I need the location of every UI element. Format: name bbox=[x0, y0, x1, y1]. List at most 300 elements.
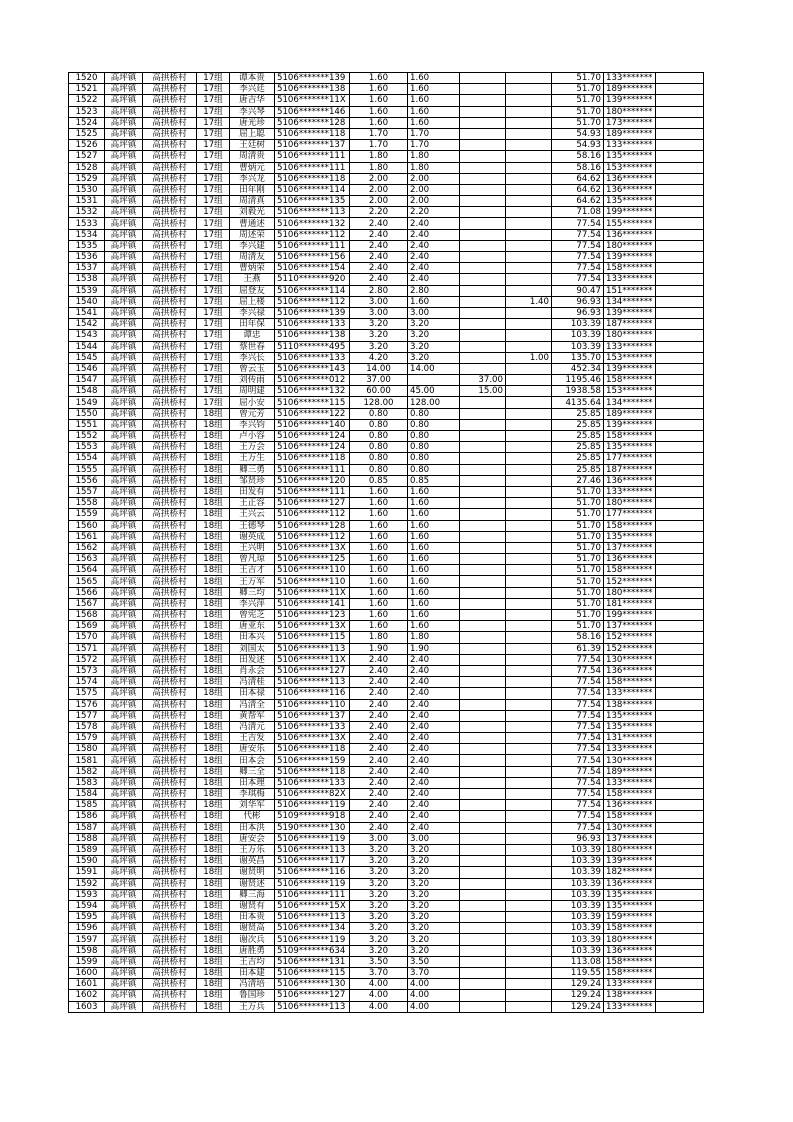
cell-area-a: 3.20 bbox=[408, 889, 460, 900]
cell-area-a: 1.60 bbox=[408, 95, 460, 106]
cell-name: 卿三均 bbox=[230, 587, 275, 598]
cell-village: 高拱桥村 bbox=[143, 475, 197, 486]
cell-name: 王万兵 bbox=[230, 1001, 275, 1012]
cell-amount: 103.39 bbox=[552, 934, 604, 945]
cell-area-c bbox=[506, 330, 552, 341]
cell-area-b bbox=[460, 408, 506, 419]
cell-town: 高坪镇 bbox=[105, 252, 143, 263]
cell-area-a: 2.40 bbox=[408, 755, 460, 766]
cell-village: 高拱桥村 bbox=[143, 945, 197, 956]
cell-town: 高坪镇 bbox=[105, 274, 143, 285]
cell-blank bbox=[656, 844, 704, 855]
cell-phone: 133******* bbox=[604, 744, 656, 755]
table-row bbox=[69, 162, 704, 173]
cell-id-number: 5106*******118 bbox=[275, 744, 350, 755]
cell-name: 田本会 bbox=[230, 755, 275, 766]
cell-group: 18组 bbox=[197, 1001, 230, 1012]
cell-area-total: 2.40 bbox=[350, 744, 408, 755]
cell-blank bbox=[656, 1001, 704, 1012]
cell-area-c bbox=[506, 598, 552, 609]
cell-area-a: 3.20 bbox=[408, 923, 460, 934]
cell-area-c bbox=[506, 173, 552, 184]
table-row bbox=[69, 598, 704, 609]
cell-id-number: 5106*******82X bbox=[275, 789, 350, 800]
table-row bbox=[69, 218, 704, 229]
cell-town: 高坪镇 bbox=[105, 610, 143, 621]
cell-amount: 71.08 bbox=[552, 207, 604, 218]
table-row bbox=[69, 755, 704, 766]
cell-area-b bbox=[460, 576, 506, 587]
cell-area-c bbox=[506, 856, 552, 867]
cell-blank bbox=[656, 352, 704, 363]
cell-town: 高坪镇 bbox=[105, 777, 143, 788]
cell-row-number: 1541 bbox=[69, 307, 105, 318]
cell-id-number: 5106*******113 bbox=[275, 912, 350, 923]
cell-village: 高拱桥村 bbox=[143, 296, 197, 307]
cell-phone: 158******* bbox=[604, 263, 656, 274]
table-row bbox=[69, 733, 704, 744]
cell-area-c bbox=[506, 363, 552, 374]
cell-amount: 51.70 bbox=[552, 73, 604, 84]
table-row bbox=[69, 498, 704, 509]
cell-amount: 103.39 bbox=[552, 330, 604, 341]
cell-blank bbox=[656, 408, 704, 419]
cell-village: 高拱桥村 bbox=[143, 84, 197, 95]
cell-row-number: 1553 bbox=[69, 442, 105, 453]
cell-group: 18组 bbox=[197, 956, 230, 967]
cell-group: 18组 bbox=[197, 710, 230, 721]
cell-name: 蔡世春 bbox=[230, 341, 275, 352]
cell-blank bbox=[656, 531, 704, 542]
cell-amount: 103.39 bbox=[552, 867, 604, 878]
cell-id-number: 5106*******119 bbox=[275, 934, 350, 945]
cell-group: 18组 bbox=[197, 453, 230, 464]
cell-village: 高拱桥村 bbox=[143, 263, 197, 274]
cell-amount: 77.54 bbox=[552, 274, 604, 285]
cell-row-number: 1600 bbox=[69, 968, 105, 979]
cell-village: 高拱桥村 bbox=[143, 744, 197, 755]
cell-area-total: 128.00 bbox=[350, 397, 408, 408]
cell-name: 曾云玉 bbox=[230, 363, 275, 374]
cell-area-a: 1.60 bbox=[408, 565, 460, 576]
cell-name: 谢英昌 bbox=[230, 856, 275, 867]
cell-amount: 51.70 bbox=[552, 576, 604, 587]
cell-area-total: 3.00 bbox=[350, 833, 408, 844]
cell-group: 18组 bbox=[197, 498, 230, 509]
cell-name: 卿三勇 bbox=[230, 464, 275, 475]
cell-town: 高坪镇 bbox=[105, 542, 143, 553]
cell-area-a: 2.40 bbox=[408, 699, 460, 710]
cell-village: 高拱桥村 bbox=[143, 73, 197, 84]
cell-area-a: 1.60 bbox=[408, 621, 460, 632]
cell-name: 李兴禄 bbox=[230, 307, 275, 318]
table-row bbox=[69, 822, 704, 833]
cell-area-c bbox=[506, 162, 552, 173]
cell-area-b bbox=[460, 688, 506, 699]
table-row bbox=[69, 453, 704, 464]
cell-area-b bbox=[460, 486, 506, 497]
cell-name: 卿三海 bbox=[230, 889, 275, 900]
table-row bbox=[69, 632, 704, 643]
cell-area-a: 0.85 bbox=[408, 475, 460, 486]
cell-area-c bbox=[506, 263, 552, 274]
cell-name: 刘华军 bbox=[230, 800, 275, 811]
cell-row-number: 1534 bbox=[69, 229, 105, 240]
cell-phone: 180******* bbox=[604, 844, 656, 855]
cell-id-number: 5106*******115 bbox=[275, 397, 350, 408]
cell-id-number: 5106*******127 bbox=[275, 990, 350, 1001]
cell-area-b bbox=[460, 721, 506, 732]
cell-area-b bbox=[460, 610, 506, 621]
cell-name: 谭忠 bbox=[230, 330, 275, 341]
cell-name: 刘毅光 bbox=[230, 207, 275, 218]
cell-row-number: 1529 bbox=[69, 173, 105, 184]
cell-area-c bbox=[506, 576, 552, 587]
cell-area-a: 2.00 bbox=[408, 184, 460, 195]
cell-area-total: 2.40 bbox=[350, 811, 408, 822]
cell-area-total: 3.20 bbox=[350, 330, 408, 341]
cell-name: 曾宪芝 bbox=[230, 610, 275, 621]
cell-group: 17组 bbox=[197, 285, 230, 296]
cell-area-c bbox=[506, 945, 552, 956]
cell-town: 高坪镇 bbox=[105, 632, 143, 643]
cell-id-number: 5106*******128 bbox=[275, 520, 350, 531]
cell-group: 18组 bbox=[197, 554, 230, 565]
table-row bbox=[69, 274, 704, 285]
table-row bbox=[69, 576, 704, 587]
cell-area-a: 2.00 bbox=[408, 173, 460, 184]
cell-row-number: 1599 bbox=[69, 956, 105, 967]
table-row bbox=[69, 900, 704, 911]
cell-area-c bbox=[506, 464, 552, 475]
cell-area-a: 0.80 bbox=[408, 453, 460, 464]
cell-row-number: 1567 bbox=[69, 598, 105, 609]
cell-village: 高拱桥村 bbox=[143, 341, 197, 352]
cell-area-a: 2.20 bbox=[408, 207, 460, 218]
cell-id-number: 5106*******137 bbox=[275, 140, 350, 151]
cell-blank bbox=[656, 811, 704, 822]
cell-area-total: 3.20 bbox=[350, 844, 408, 855]
table-row bbox=[69, 610, 704, 621]
cell-amount: 77.54 bbox=[552, 654, 604, 665]
cell-id-number: 5106*******112 bbox=[275, 296, 350, 307]
cell-area-total: 2.00 bbox=[350, 184, 408, 195]
cell-town: 高坪镇 bbox=[105, 475, 143, 486]
cell-village: 高拱桥村 bbox=[143, 397, 197, 408]
cell-name: 唐亚东 bbox=[230, 621, 275, 632]
cell-name: 屈上楼 bbox=[230, 296, 275, 307]
cell-id-number: 5106*******119 bbox=[275, 833, 350, 844]
cell-area-b bbox=[460, 531, 506, 542]
cell-village: 高拱桥村 bbox=[143, 240, 197, 251]
cell-amount: 77.54 bbox=[552, 721, 604, 732]
cell-town: 高坪镇 bbox=[105, 173, 143, 184]
cell-name: 王德琴 bbox=[230, 520, 275, 531]
cell-area-a: 2.40 bbox=[408, 744, 460, 755]
cell-phone: 136******* bbox=[604, 800, 656, 811]
cell-town: 高坪镇 bbox=[105, 95, 143, 106]
cell-area-a: 0.80 bbox=[408, 442, 460, 453]
cell-village: 高拱桥村 bbox=[143, 610, 197, 621]
cell-row-number: 1538 bbox=[69, 274, 105, 285]
cell-area-total: 1.80 bbox=[350, 162, 408, 173]
cell-village: 高拱桥村 bbox=[143, 184, 197, 195]
cell-area-b bbox=[460, 654, 506, 665]
cell-amount: 77.54 bbox=[552, 766, 604, 777]
cell-amount: 25.85 bbox=[552, 408, 604, 419]
cell-area-b bbox=[460, 554, 506, 565]
cell-row-number: 1539 bbox=[69, 285, 105, 296]
cell-area-c bbox=[506, 196, 552, 207]
cell-area-a: 3.20 bbox=[408, 330, 460, 341]
table-row bbox=[69, 923, 704, 934]
cell-row-number: 1535 bbox=[69, 240, 105, 251]
cell-id-number: 5106*******159 bbox=[275, 755, 350, 766]
cell-group: 17组 bbox=[197, 341, 230, 352]
cell-village: 高拱桥村 bbox=[143, 363, 197, 374]
table-row bbox=[69, 173, 704, 184]
cell-phone: 135******* bbox=[604, 442, 656, 453]
cell-area-total: 3.20 bbox=[350, 341, 408, 352]
cell-amount: 77.54 bbox=[552, 218, 604, 229]
cell-amount: 77.54 bbox=[552, 744, 604, 755]
cell-blank bbox=[656, 912, 704, 923]
cell-area-a: 4.00 bbox=[408, 990, 460, 1001]
cell-name: 卿三全 bbox=[230, 766, 275, 777]
cell-town: 高坪镇 bbox=[105, 162, 143, 173]
cell-amount: 51.70 bbox=[552, 106, 604, 117]
cell-area-c bbox=[506, 956, 552, 967]
cell-village: 高拱桥村 bbox=[143, 509, 197, 520]
cell-amount: 64.62 bbox=[552, 196, 604, 207]
cell-row-number: 1569 bbox=[69, 621, 105, 632]
table-row bbox=[69, 196, 704, 207]
cell-id-number: 5106*******111 bbox=[275, 162, 350, 173]
cell-amount: 77.54 bbox=[552, 263, 604, 274]
cell-group: 17组 bbox=[197, 263, 230, 274]
cell-phone: 135******* bbox=[604, 721, 656, 732]
cell-village: 高拱桥村 bbox=[143, 800, 197, 811]
cell-group: 18组 bbox=[197, 509, 230, 520]
cell-id-number: 5106*******146 bbox=[275, 106, 350, 117]
cell-row-number: 1547 bbox=[69, 375, 105, 386]
cell-town: 高坪镇 bbox=[105, 319, 143, 330]
cell-row-number: 1530 bbox=[69, 184, 105, 195]
cell-amount: 77.54 bbox=[552, 252, 604, 263]
cell-area-c bbox=[506, 1001, 552, 1012]
cell-area-total: 3.20 bbox=[350, 878, 408, 889]
cell-id-number: 5106*******132 bbox=[275, 386, 350, 397]
cell-area-total: 2.40 bbox=[350, 688, 408, 699]
cell-name: 冯清全 bbox=[230, 699, 275, 710]
cell-area-total: 0.80 bbox=[350, 431, 408, 442]
cell-village: 高拱桥村 bbox=[143, 844, 197, 855]
cell-area-b bbox=[460, 632, 506, 643]
cell-amount: 103.39 bbox=[552, 889, 604, 900]
cell-blank bbox=[656, 856, 704, 867]
cell-area-a: 1.60 bbox=[408, 587, 460, 598]
cell-group: 18组 bbox=[197, 643, 230, 654]
cell-amount: 103.39 bbox=[552, 856, 604, 867]
cell-id-number: 5190*******130 bbox=[275, 822, 350, 833]
cell-area-total: 0.80 bbox=[350, 464, 408, 475]
cell-area-c bbox=[506, 979, 552, 990]
cell-group: 17组 bbox=[197, 330, 230, 341]
cell-area-total: 2.40 bbox=[350, 755, 408, 766]
cell-phone: 136******* bbox=[604, 554, 656, 565]
cell-village: 高拱桥村 bbox=[143, 218, 197, 229]
table-row bbox=[69, 106, 704, 117]
cell-area-b bbox=[460, 419, 506, 430]
cell-id-number: 5106*******138 bbox=[275, 330, 350, 341]
cell-area-b bbox=[460, 95, 506, 106]
cell-amount: 51.70 bbox=[552, 598, 604, 609]
cell-area-c bbox=[506, 710, 552, 721]
cell-name: 李兴长 bbox=[230, 352, 275, 363]
cell-group: 17组 bbox=[197, 240, 230, 251]
cell-blank bbox=[656, 307, 704, 318]
cell-town: 高坪镇 bbox=[105, 486, 143, 497]
cell-area-b bbox=[460, 912, 506, 923]
cell-town: 高坪镇 bbox=[105, 307, 143, 318]
table-row bbox=[69, 699, 704, 710]
cell-name: 田年保 bbox=[230, 319, 275, 330]
cell-amount: 51.70 bbox=[552, 554, 604, 565]
cell-area-a: 2.40 bbox=[408, 229, 460, 240]
cell-town: 高坪镇 bbox=[105, 598, 143, 609]
cell-area-b bbox=[460, 475, 506, 486]
cell-row-number: 1566 bbox=[69, 587, 105, 598]
cell-row-number: 1563 bbox=[69, 554, 105, 565]
cell-area-b bbox=[460, 106, 506, 117]
cell-area-a: 2.40 bbox=[408, 274, 460, 285]
table-row bbox=[69, 307, 704, 318]
cell-id-number: 5106*******120 bbox=[275, 475, 350, 486]
cell-town: 高坪镇 bbox=[105, 945, 143, 956]
cell-group: 18组 bbox=[197, 923, 230, 934]
cell-row-number: 1570 bbox=[69, 632, 105, 643]
cell-area-a: 0.80 bbox=[408, 408, 460, 419]
cell-row-number: 1597 bbox=[69, 934, 105, 945]
cell-area-b bbox=[460, 710, 506, 721]
cell-name: 屈登友 bbox=[230, 285, 275, 296]
cell-amount: 54.93 bbox=[552, 140, 604, 151]
cell-area-total: 0.80 bbox=[350, 453, 408, 464]
cell-area-c bbox=[506, 453, 552, 464]
cell-blank bbox=[656, 945, 704, 956]
cell-area-a: 2.40 bbox=[408, 665, 460, 676]
cell-area-c bbox=[506, 733, 552, 744]
cell-blank bbox=[656, 475, 704, 486]
cell-area-total: 3.50 bbox=[350, 956, 408, 967]
cell-town: 高坪镇 bbox=[105, 934, 143, 945]
cell-area-total: 1.70 bbox=[350, 128, 408, 139]
cell-name: 田本建 bbox=[230, 968, 275, 979]
table-row bbox=[69, 800, 704, 811]
cell-area-c bbox=[506, 934, 552, 945]
cell-name: 肖永会 bbox=[230, 665, 275, 676]
cell-phone: 180******* bbox=[604, 240, 656, 251]
cell-area-c bbox=[506, 542, 552, 553]
cell-id-number: 5106*******122 bbox=[275, 408, 350, 419]
cell-phone: 180******* bbox=[604, 587, 656, 598]
cell-area-b bbox=[460, 151, 506, 162]
cell-group: 18组 bbox=[197, 979, 230, 990]
cell-name: 唐安会 bbox=[230, 833, 275, 844]
cell-blank bbox=[656, 632, 704, 643]
table-row bbox=[69, 889, 704, 900]
cell-group: 17组 bbox=[197, 95, 230, 106]
cell-area-c bbox=[506, 677, 552, 688]
cell-area-total: 1.60 bbox=[350, 542, 408, 553]
cell-area-a: 2.40 bbox=[408, 777, 460, 788]
cell-id-number: 5106*******118 bbox=[275, 128, 350, 139]
cell-group: 18组 bbox=[197, 800, 230, 811]
cell-area-b bbox=[460, 84, 506, 95]
cell-id-number: 5106*******114 bbox=[275, 184, 350, 195]
cell-group: 17组 bbox=[197, 173, 230, 184]
cell-amount: 96.93 bbox=[552, 307, 604, 318]
cell-name: 李琪梅 bbox=[230, 789, 275, 800]
cell-town: 高坪镇 bbox=[105, 654, 143, 665]
cell-blank bbox=[656, 453, 704, 464]
table-row bbox=[69, 252, 704, 263]
cell-group: 18组 bbox=[197, 811, 230, 822]
table-row bbox=[69, 665, 704, 676]
table-row bbox=[69, 73, 704, 84]
cell-phone: 135******* bbox=[604, 196, 656, 207]
cell-id-number: 5106*******124 bbox=[275, 442, 350, 453]
cell-area-a: 2.40 bbox=[408, 811, 460, 822]
cell-area-c bbox=[506, 307, 552, 318]
cell-town: 高坪镇 bbox=[105, 699, 143, 710]
table-row bbox=[69, 330, 704, 341]
cell-area-a: 45.00 bbox=[408, 386, 460, 397]
cell-area-a: 1.60 bbox=[408, 486, 460, 497]
cell-village: 高拱桥村 bbox=[143, 151, 197, 162]
cell-blank bbox=[656, 889, 704, 900]
cell-town: 高坪镇 bbox=[105, 296, 143, 307]
cell-phone: 133******* bbox=[604, 274, 656, 285]
cell-village: 高拱桥村 bbox=[143, 856, 197, 867]
cell-row-number: 1564 bbox=[69, 565, 105, 576]
cell-name: 唐光珍 bbox=[230, 117, 275, 128]
cell-id-number: 5106*******11X bbox=[275, 587, 350, 598]
cell-blank bbox=[656, 956, 704, 967]
cell-name: 黄帮军 bbox=[230, 710, 275, 721]
cell-area-total: 2.40 bbox=[350, 218, 408, 229]
cell-village: 高拱桥村 bbox=[143, 128, 197, 139]
cell-id-number: 5106*******113 bbox=[275, 207, 350, 218]
cell-group: 18组 bbox=[197, 576, 230, 587]
cell-name: 卢小容 bbox=[230, 431, 275, 442]
cell-id-number: 5106*******140 bbox=[275, 419, 350, 430]
cell-area-total: 2.40 bbox=[350, 699, 408, 710]
cell-area-c bbox=[506, 285, 552, 296]
cell-blank bbox=[656, 934, 704, 945]
cell-phone: 151******* bbox=[604, 285, 656, 296]
cell-phone: 137******* bbox=[604, 833, 656, 844]
cell-amount: 119.55 bbox=[552, 968, 604, 979]
cell-name: 周述荣 bbox=[230, 229, 275, 240]
cell-row-number: 1592 bbox=[69, 878, 105, 889]
cell-town: 高坪镇 bbox=[105, 900, 143, 911]
cell-area-c bbox=[506, 554, 552, 565]
cell-area-a: 2.00 bbox=[408, 196, 460, 207]
cell-area-total: 1.60 bbox=[350, 117, 408, 128]
cell-area-b bbox=[460, 140, 506, 151]
cell-area-a: 1.60 bbox=[408, 84, 460, 95]
